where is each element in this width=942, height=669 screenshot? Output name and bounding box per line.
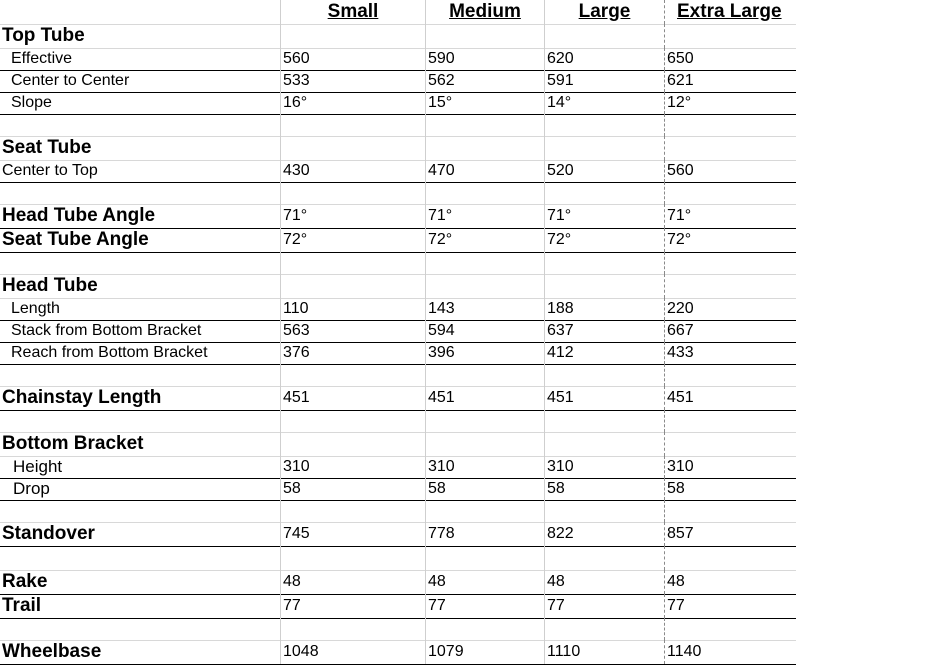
small-value-cell[interactable] [280,114,425,136]
extra-large-value-cell[interactable]: 650 [664,48,796,70]
small-value-cell[interactable]: 1048 [280,640,425,664]
extra-large-value-cell[interactable]: 433 [664,342,796,364]
small-value-cell[interactable] [280,182,425,204]
medium-value-cell[interactable] [425,136,544,160]
large-value-cell[interactable] [544,618,664,640]
table-row [0,92,796,115]
large-value-cell[interactable] [544,136,664,160]
medium-value-cell[interactable]: 310 [425,456,544,478]
large-value-cell[interactable] [544,432,664,456]
table-row [0,342,796,365]
row-label[interactable]: Trail [2,595,42,616]
row-label[interactable]: Head Tube Angle [2,205,156,226]
large-value-cell[interactable]: 1110 [544,640,664,664]
section-heading[interactable]: Head Tube [2,275,98,296]
small-value-cell[interactable] [280,546,425,570]
table-row [0,274,796,299]
size-header-medium[interactable]: Medium [425,0,544,24]
extra-large-value-cell[interactable] [664,182,796,204]
medium-value-cell[interactable] [425,410,544,432]
extra-large-value-cell[interactable] [664,500,796,522]
table-row [0,298,796,321]
extra-large-value-cell[interactable] [664,252,796,274]
table-row [0,320,796,343]
extra-large-value-cell[interactable]: 77 [664,594,796,618]
small-value-cell[interactable] [280,364,425,386]
row-label[interactable]: Wheelbase [2,641,102,662]
row-label[interactable]: Effective [11,50,73,67]
table-row [0,24,796,49]
spacer-row [0,546,796,571]
spacer-row [0,410,796,433]
large-value-cell[interactable] [544,24,664,48]
small-value-cell[interactable] [280,252,425,274]
size-header-extra-large[interactable]: Extra Large [664,0,796,24]
large-value-cell[interactable]: 620 [544,48,664,70]
header-corner-cell[interactable] [0,0,280,24]
small-value-cell[interactable]: 48 [280,570,425,594]
extra-large-value-cell[interactable] [664,114,796,136]
section-heading[interactable]: Top Tube [2,25,85,46]
table-row [0,478,796,501]
medium-value-cell[interactable] [425,500,544,522]
medium-value-cell[interactable]: 58 [425,478,544,500]
extra-large-value-cell[interactable] [664,618,796,640]
medium-value-cell[interactable]: 594 [425,320,544,342]
small-value-cell[interactable]: 745 [280,522,425,546]
small-value-cell[interactable]: 560 [280,48,425,70]
large-value-cell[interactable]: 71° [544,204,664,228]
medium-value-cell[interactable] [425,24,544,48]
large-value-cell[interactable]: 72° [544,228,664,252]
small-value-cell[interactable] [280,24,425,48]
large-value-cell[interactable] [544,182,664,204]
medium-value-cell[interactable]: 15° [425,92,544,114]
spacer-row [0,182,796,205]
large-value-cell[interactable]: 14° [544,92,664,114]
table-row [0,594,796,619]
row-label[interactable]: Seat Tube Angle [2,229,149,250]
table-row [0,386,796,411]
medium-value-cell[interactable] [425,114,544,136]
large-value-cell[interactable]: 77 [544,594,664,618]
row-label[interactable]: Reach from Bottom Bracket [11,344,208,361]
section-heading[interactable]: Seat Tube [2,137,92,158]
row-label[interactable] [0,500,280,522]
medium-value-cell[interactable]: 470 [425,160,544,182]
table-row [0,570,796,595]
small-value-cell[interactable]: 77 [280,594,425,618]
small-value-cell[interactable]: 310 [280,456,425,478]
large-value-cell[interactable] [544,364,664,386]
large-value-cell[interactable] [544,546,664,570]
extra-large-value-cell[interactable] [664,274,796,298]
large-value-cell[interactable] [544,114,664,136]
table-row [0,70,796,93]
row-label[interactable]: Length [11,300,60,317]
row-label[interactable]: Center to Center [11,72,130,89]
large-value-cell[interactable]: 48 [544,570,664,594]
small-value-cell[interactable]: 16° [280,92,425,114]
small-value-cell[interactable] [280,410,425,432]
large-value-cell[interactable]: 412 [544,342,664,364]
large-value-cell[interactable] [544,274,664,298]
row-label[interactable]: Slope [11,94,52,111]
size-header-large[interactable]: Large [544,0,664,24]
extra-large-value-cell[interactable] [664,546,796,570]
row-label[interactable] [0,114,280,136]
small-value-cell[interactable] [280,618,425,640]
extra-large-value-cell[interactable] [664,364,796,386]
medium-value-cell[interactable]: 562 [425,70,544,92]
large-value-cell[interactable]: 520 [544,160,664,182]
small-value-cell[interactable]: 430 [280,160,425,182]
large-value-cell[interactable]: 451 [544,386,664,410]
medium-value-cell[interactable]: 71° [425,204,544,228]
medium-value-cell[interactable]: 77 [425,594,544,618]
large-value-cell[interactable] [544,410,664,432]
table-row [0,432,796,457]
table-row [0,48,796,71]
large-value-cell[interactable]: 822 [544,522,664,546]
row-label[interactable] [0,182,280,204]
row-label[interactable] [0,618,280,640]
extra-large-value-cell[interactable]: 857 [664,522,796,546]
large-value-cell[interactable] [544,252,664,274]
row-label[interactable] [0,410,280,432]
extra-large-value-cell[interactable] [664,136,796,160]
medium-value-cell[interactable]: 451 [425,386,544,410]
size-header-row [0,0,796,25]
medium-value-cell[interactable] [425,432,544,456]
spacer-row [0,114,796,137]
extra-large-value-cell[interactable]: 71° [664,204,796,228]
table-row [0,160,796,183]
extra-large-value-cell[interactable]: 72° [664,228,796,252]
medium-value-cell[interactable] [425,618,544,640]
table-row [0,522,796,547]
small-value-cell[interactable] [280,274,425,298]
extra-large-value-cell[interactable]: 1140 [664,640,796,664]
extra-large-value-cell[interactable]: 560 [664,160,796,182]
spacer-row [0,252,796,275]
small-value-cell[interactable]: 376 [280,342,425,364]
small-value-cell[interactable]: 563 [280,320,425,342]
medium-value-cell[interactable] [425,252,544,274]
spacer-row [0,364,796,387]
table-row [0,640,796,665]
extra-large-value-cell[interactable]: 621 [664,70,796,92]
size-header-small[interactable]: Small [280,0,425,24]
extra-large-value-cell[interactable]: 48 [664,570,796,594]
medium-value-cell[interactable] [425,364,544,386]
large-value-cell[interactable]: 188 [544,298,664,320]
small-value-cell[interactable]: 71° [280,204,425,228]
table-row [0,456,796,479]
medium-value-cell[interactable]: 1079 [425,640,544,664]
medium-value-cell[interactable]: 778 [425,522,544,546]
medium-value-cell[interactable] [425,546,544,570]
row-label[interactable]: Drop [13,479,50,498]
extra-large-value-cell[interactable]: 12° [664,92,796,114]
row-label[interactable] [0,364,280,386]
extra-large-value-cell[interactable]: 310 [664,456,796,478]
extra-large-value-cell[interactable]: 451 [664,386,796,410]
row-label[interactable]: Center to Top [2,162,98,179]
extra-large-value-cell[interactable]: 220 [664,298,796,320]
row-label[interactable] [0,252,280,274]
large-value-cell[interactable]: 310 [544,456,664,478]
small-value-cell[interactable] [280,136,425,160]
small-value-cell[interactable]: 451 [280,386,425,410]
medium-value-cell[interactable] [425,182,544,204]
extra-large-value-cell[interactable]: 667 [664,320,796,342]
table-row [0,204,796,229]
spacer-row [0,500,796,523]
large-value-cell[interactable]: 591 [544,70,664,92]
table-row [0,136,796,161]
large-value-cell[interactable]: 637 [544,320,664,342]
extra-large-value-cell[interactable] [664,410,796,432]
table-row [0,228,796,253]
medium-value-cell[interactable]: 590 [425,48,544,70]
medium-value-cell[interactable] [425,274,544,298]
extra-large-value-cell[interactable] [664,432,796,456]
section-heading[interactable]: Bottom Bracket [2,433,144,454]
row-label[interactable]: Chainstay Length [2,387,162,408]
medium-value-cell[interactable]: 72° [425,228,544,252]
medium-value-cell[interactable]: 143 [425,298,544,320]
medium-value-cell[interactable]: 396 [425,342,544,364]
large-value-cell[interactable] [544,500,664,522]
extra-large-value-cell[interactable]: 58 [664,478,796,500]
small-value-cell[interactable]: 72° [280,228,425,252]
small-value-cell[interactable]: 58 [280,478,425,500]
small-value-cell[interactable]: 533 [280,70,425,92]
small-value-cell[interactable]: 110 [280,298,425,320]
small-value-cell[interactable] [280,500,425,522]
row-label[interactable]: Stack from Bottom Bracket [11,322,202,339]
medium-value-cell[interactable]: 48 [425,570,544,594]
large-value-cell[interactable]: 58 [544,478,664,500]
row-label[interactable]: Rake [2,571,48,592]
spacer-row [0,618,796,641]
row-label[interactable] [0,546,280,570]
row-label[interactable]: Standover [2,523,95,544]
small-value-cell[interactable] [280,432,425,456]
extra-large-value-cell[interactable] [664,24,796,48]
row-label[interactable]: Height [13,457,63,476]
